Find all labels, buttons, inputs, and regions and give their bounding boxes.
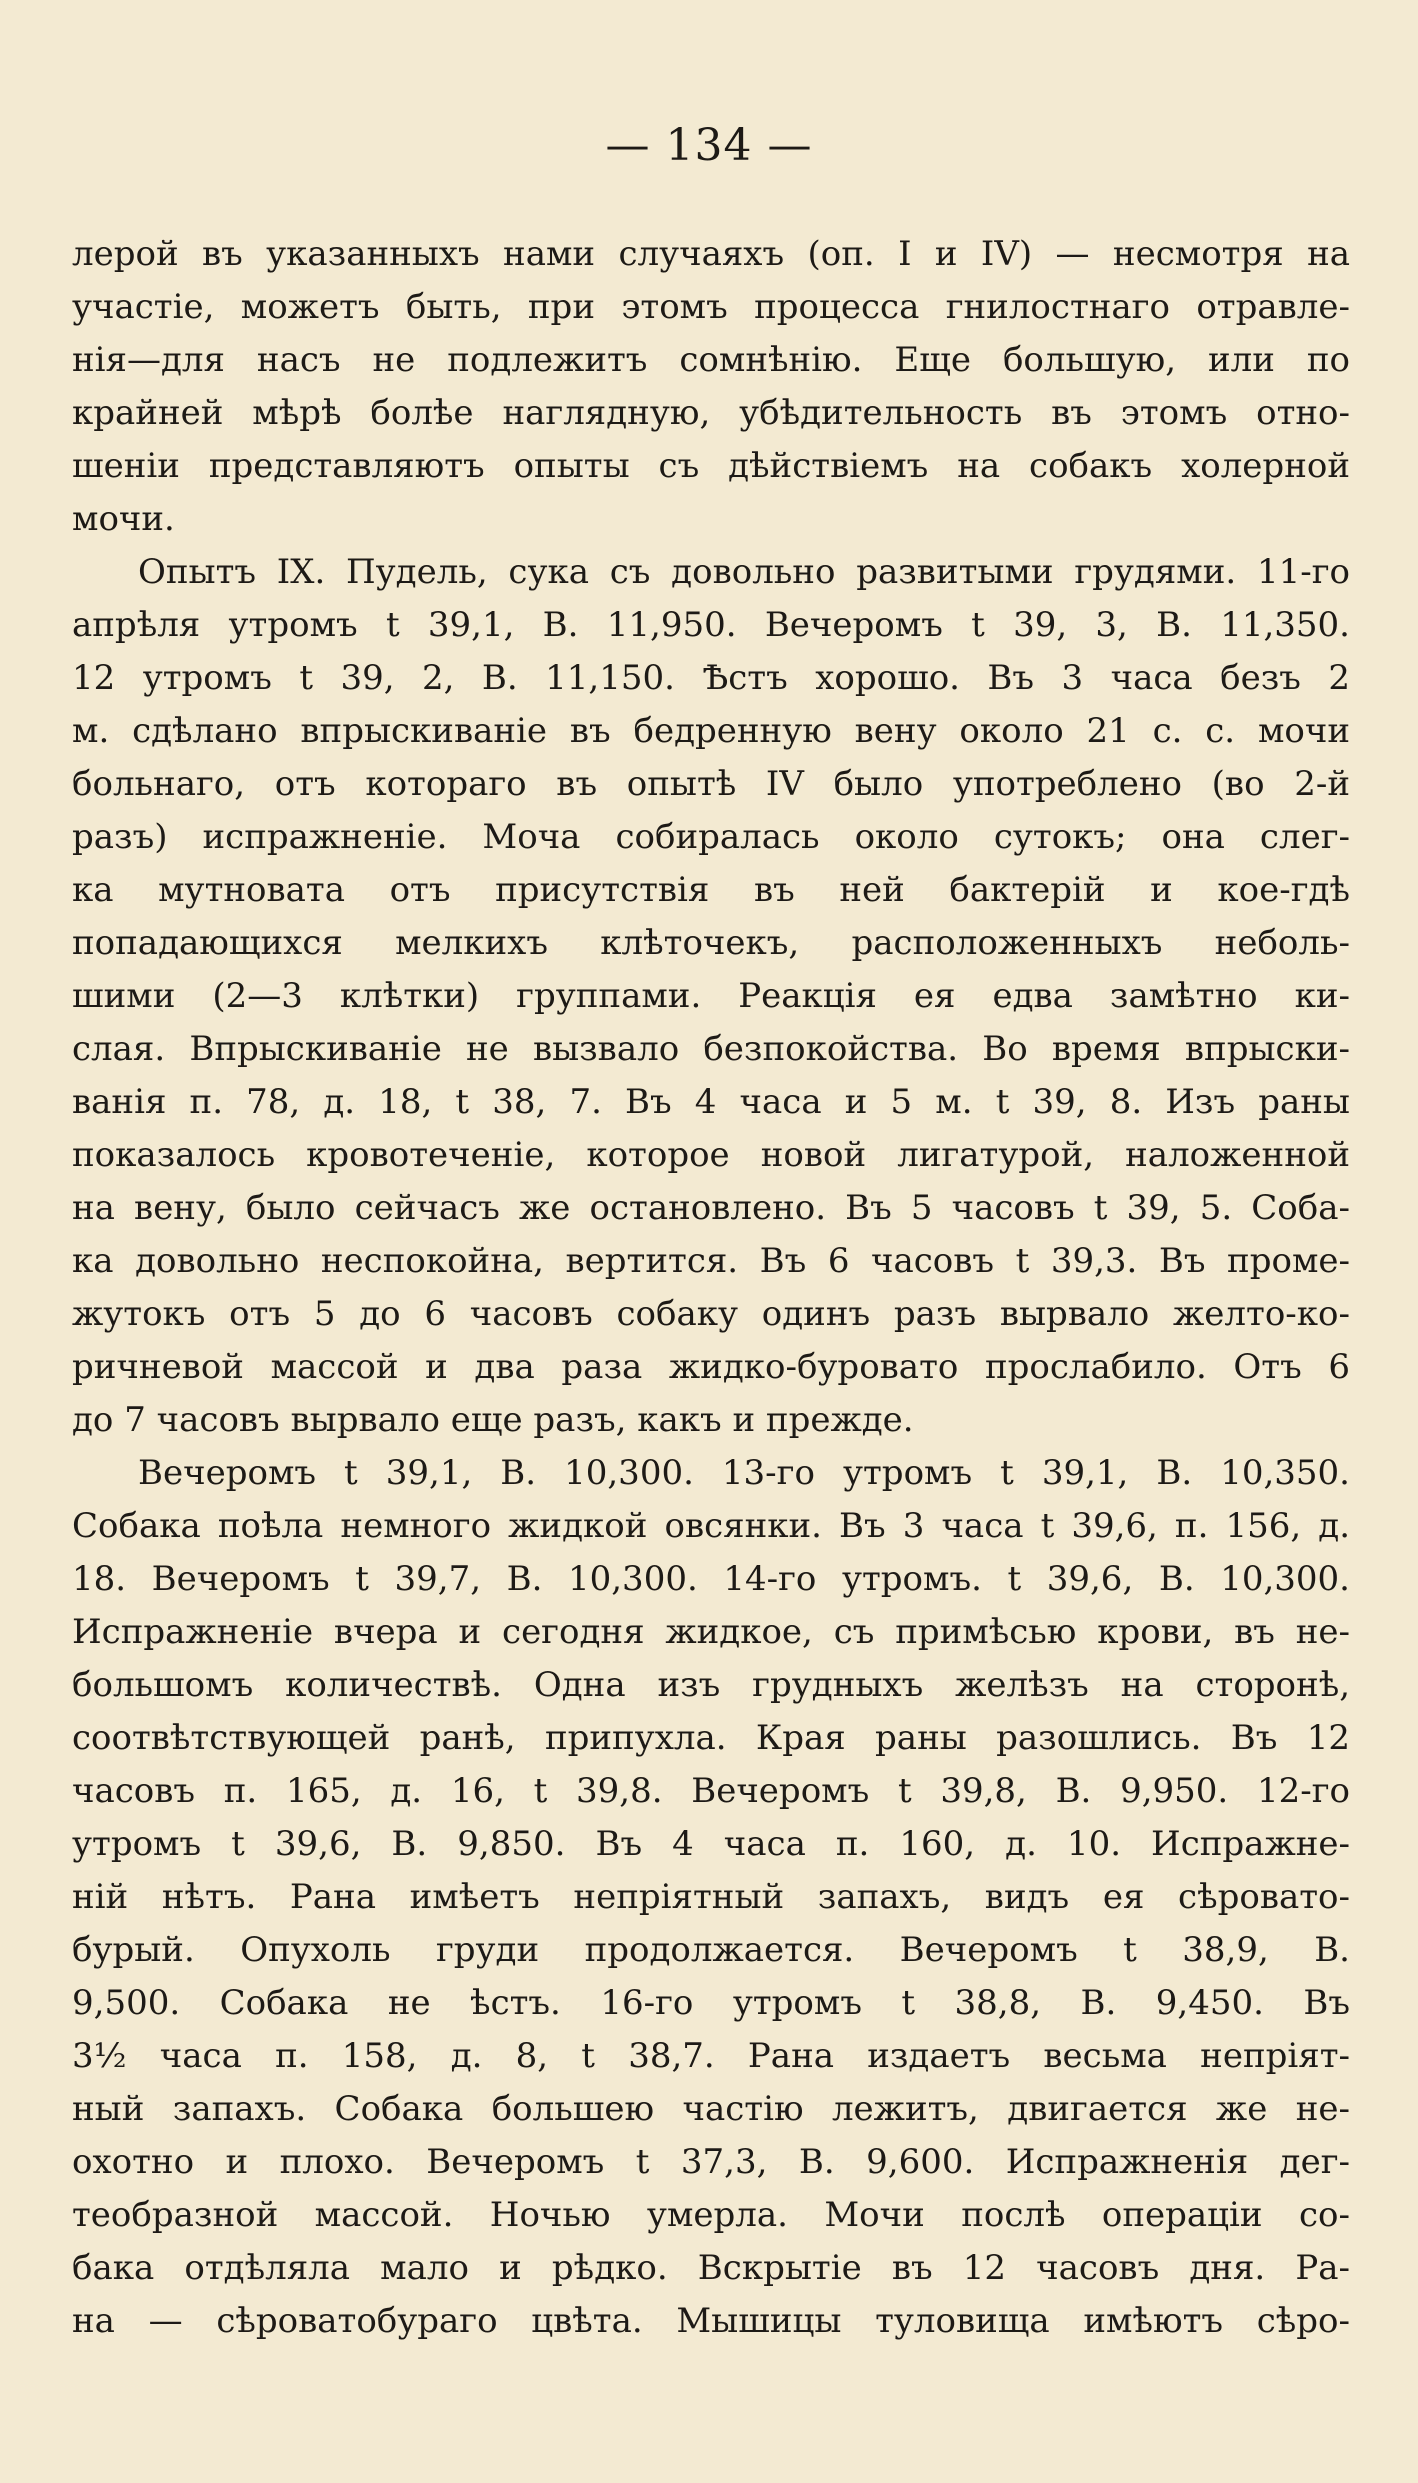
text-line: охотно и плохо. Вечеромъ t 37,3, В. 9,600. Испражненія дег- xyxy=(72,2142,1350,2182)
text-line: 18. Вечеромъ t 39,7, В. 10,300. 14-го утромъ. t 39,6, В. 10,300. xyxy=(72,1559,1350,1599)
text-line: Испражненіе вчера и сегодня жидкое, съ примѣсью крови, въ не- xyxy=(72,1612,1350,1652)
text-line: показалось кровотеченіе, которое новой лигатурой, наложенной xyxy=(72,1135,1350,1175)
text-line: часовъ п. 165, д. 16, t 39,8. Вечеромъ t 39,8, В. 9,950. 12-го xyxy=(72,1771,1350,1811)
text-line: слая. Впрыскиваніе не вызвало безпокойства. Во время впрыски- xyxy=(72,1029,1350,1069)
text-line: утромъ t 39,6, В. 9,850. Въ 4 часа п. 160, д. 10. Испражне- xyxy=(72,1824,1350,1864)
text-line: большомъ количествѣ. Одна изъ грудныхъ желѣзъ на сторонѣ, xyxy=(72,1665,1350,1705)
text-line: шеніи представляютъ опыты съ дѣйствіемъ на собакъ холерной xyxy=(72,446,1350,486)
text-line: бака отдѣляла мало и рѣдко. Вскрытіе въ 12 часовъ дня. Ра- xyxy=(72,2248,1350,2288)
text-line: ванія п. 78, д. 18, t 38, 7. Въ 4 часа и 5 м. t 39, 8. Изъ раны xyxy=(72,1082,1350,1122)
text-line: ка мутновата отъ присутствія въ ней бактерій и кое-гдѣ xyxy=(72,870,1350,910)
text-line: до 7 часовъ вырвало еще разъ, какъ и прежде. xyxy=(72,1400,914,1440)
text-line: Опытъ IX. Пудель, сука съ довольно развитыми грудями. 11-го xyxy=(138,552,1350,592)
text-line: лерой въ указанныхъ нами случаяхъ (оп. I и IV) — несмотря на xyxy=(72,234,1350,274)
text-line: Собака поѣла немного жидкой овсянки. Въ 3 часа t 39,6, п. 156, д. xyxy=(72,1506,1350,1546)
text-line: на — сѣроватобураго цвѣта. Мышицы туловища имѣютъ сѣро- xyxy=(72,2301,1350,2341)
text-line: соотвѣтствующей ранѣ, припухла. Края раны разошлись. Въ 12 xyxy=(72,1718,1350,1758)
text-line: больнаго, отъ котораго въ опытѣ IV было употреблено (во 2-й xyxy=(72,764,1350,804)
text-line: 9,500. Собака не ѣстъ. 16-го утромъ t 38,8, В. 9,450. Въ xyxy=(72,1983,1350,2023)
text-line: на вену, было сейчасъ же остановлено. Въ 5 часовъ t 39, 5. Соба- xyxy=(72,1188,1350,1228)
text-line: 3½ часа п. 158, д. 8, t 38,7. Рана издаетъ весьма непріят- xyxy=(72,2036,1350,2076)
text-line: шими (2—3 клѣтки) группами. Реакція ея едва замѣтно ки- xyxy=(72,976,1350,1016)
text-line: ка довольно неспокойна, вертится. Въ 6 часовъ t 39,3. Въ проме- xyxy=(72,1241,1350,1281)
text-line: ричневой массой и два раза жидко-буровато прослабило. Отъ 6 xyxy=(72,1347,1350,1387)
page-number: — 134 — xyxy=(605,120,813,171)
text-line: м. сдѣлано впрыскиваніе въ бедренную вену около 21 с. с. мочи xyxy=(72,711,1350,751)
paragraph-1 xyxy=(72,228,1350,546)
text-line: жутокъ отъ 5 до 6 часовъ собаку одинъ разъ вырвало желто-ко- xyxy=(72,1294,1350,1334)
text-line: ный запахъ. Собака большею частію лежитъ, двигается же не- xyxy=(72,2089,1350,2129)
text-line: 12 утромъ t 39, 2, В. 11,150. Ѣстъ хорошо. Въ 3 часа безъ 2 xyxy=(72,658,1350,698)
text-line: попадающихся мелкихъ клѣточекъ, расположенныхъ неболь- xyxy=(72,923,1350,963)
text-line: Вечеромъ t 39,1, В. 10,300. 13-го утромъ t 39,1, В. 10,350. xyxy=(138,1453,1350,1493)
text-line: ній нѣтъ. Рана имѣетъ непріятный запахъ, видъ ея сѣровато- xyxy=(72,1877,1350,1917)
text-line: теобразной массой. Ночью умерла. Мочи послѣ операціи со- xyxy=(72,2195,1350,2235)
text-line: мочи. xyxy=(72,499,175,539)
text-line: участіе, можетъ быть, при этомъ процесса гнилостнаго отравле- xyxy=(72,287,1350,327)
text-line: апрѣля утромъ t 39,1, В. 11,950. Вечеромъ t 39, 3, В. 11,350. xyxy=(72,605,1350,645)
text-line: разъ) испражненіе. Моча собиралась около сутокъ; она слег- xyxy=(72,817,1350,857)
text-line: крайней мѣрѣ болѣе наглядную, убѣдительность въ этомъ отно- xyxy=(72,393,1350,433)
text-line: бурый. Опухоль груди продолжается. Вечеромъ t 38,9, В. xyxy=(72,1930,1350,1970)
body-text xyxy=(72,228,1350,2348)
text-line: нія—для насъ не подлежитъ сомнѣнію. Еще большую, или по xyxy=(72,340,1350,380)
paragraph-2 xyxy=(72,546,1350,1447)
paragraph-3 xyxy=(72,1447,1350,2348)
